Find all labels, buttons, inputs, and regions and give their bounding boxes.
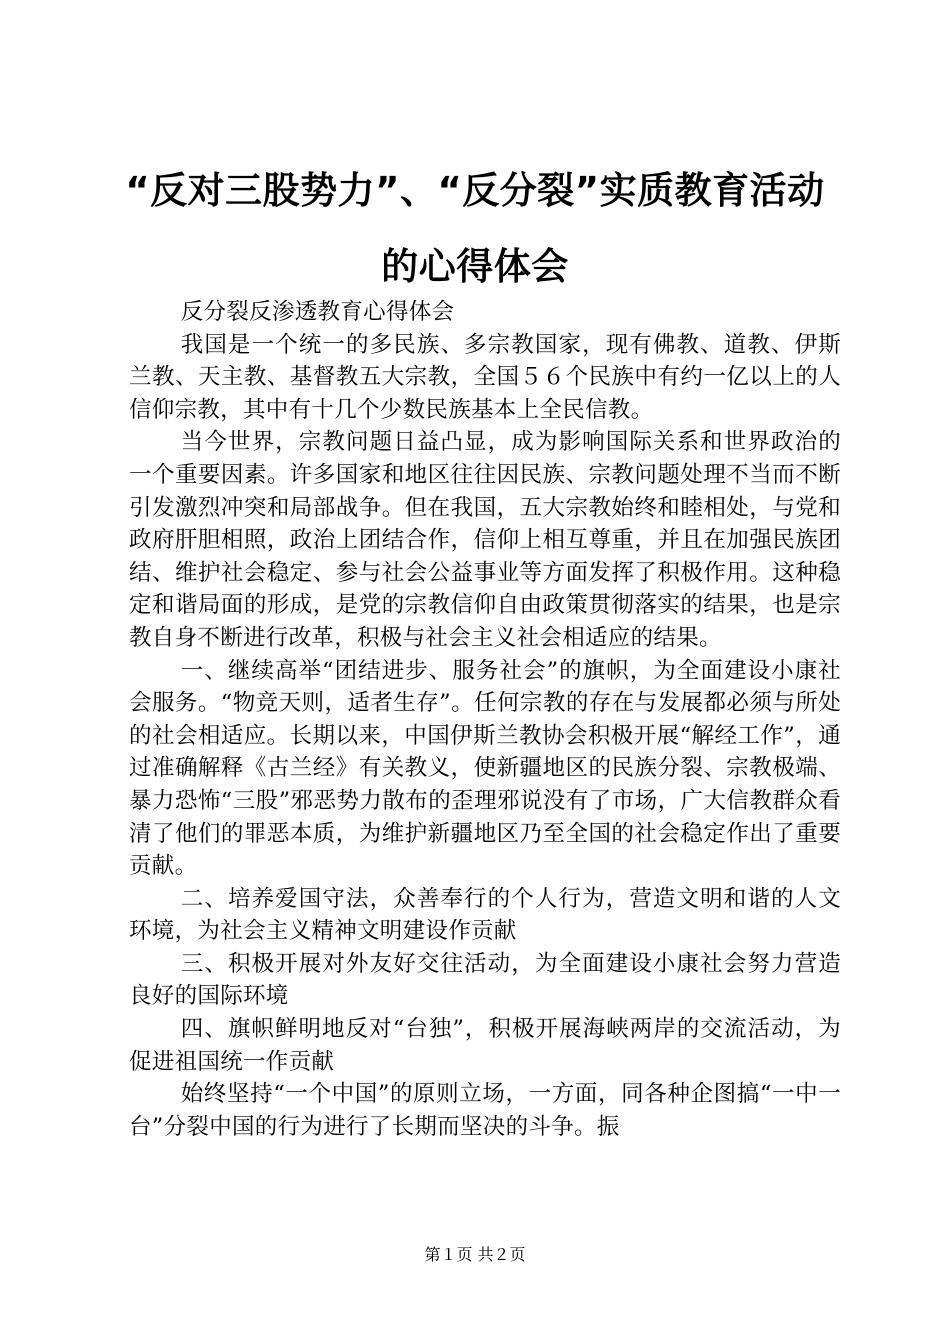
paragraph: 始终坚持“一个中国”的原则立场，一方面，同各种企图搞“一中一台”分裂中国的行为进行了长期而坚决的斗争。振 [129,1081,841,1140]
paragraph: 当今世界，宗教问题日益凸显，成为影响国际关系和世界政治的一个重要因素。许多国家和地区往往因民族、宗教问题处理不当而不断引发激烈冲突和局部战争。但在我国，五大宗教始终和睦相处，与党和政府肝胆相照，政治上团结合作，信仰上相互尊重，并且在加强民族团结、维护社会稳定、参与社会公益事业等方面发挥了积极作用。这种稳定和谐局面的形成，是党的宗教信仰自由政策贯彻落实的结果，也是宗教自身不断进行改革，积极与社会主义社会相适应的结果。 [129,429,841,651]
paragraph: 四、旗帜鲜明地反对“台独”，积极开展海峡两岸的交流活动，为促进祖国统一作贡献 [129,1016,841,1075]
document-title-line-2: 的心得体会 [381,245,569,288]
page-footer: 第１页 共２页 [424,1245,526,1264]
paragraph-subtitle: 反分裂反渗透教育心得体会 [180,299,455,325]
document-body [129,296,841,1143]
paragraph: 我国是一个统一的多民族、多宗教国家，现有佛教、道教、伊斯兰教、天主教、基督教五大宗教，全国５６个民族中有约一亿以上的人信仰宗教，其中有十几个少数民族基本上全民信教。 [129,331,841,423]
document-title-line-1: “反对三股势力”、“反分裂”实质教育活动 [125,169,825,212]
paragraph: 二、培养爱国守法，众善奉行的个人行为，营造文明和谐的人文环境，为社会主义精神文明建设作贡献 [129,885,841,945]
paragraph: 三、积极开展对外友好交往活动，为全面建设小康社会努力营造良好的国际环境 [129,950,841,1010]
paragraph: 一、继续高举“团结进步、服务社会”的旗帜，为全面建设小康社会服务。“物竞天则，适者生存”。任何宗教的存在与发展都必须与所处的社会相适应。长期以来，中国伊斯兰教协会积极开展“解经工作”，通过准确解释《古兰经》有关教义，使新疆地区的民族分裂、宗教极端、暴力恐怖“三股”邪恶势力散布的歪理邪说没有了市场，广大信教群众看清了他们的罪恶本质，为维护新疆地区乃至全国的社会稳定作出了重要贡献。 [129,657,841,880]
